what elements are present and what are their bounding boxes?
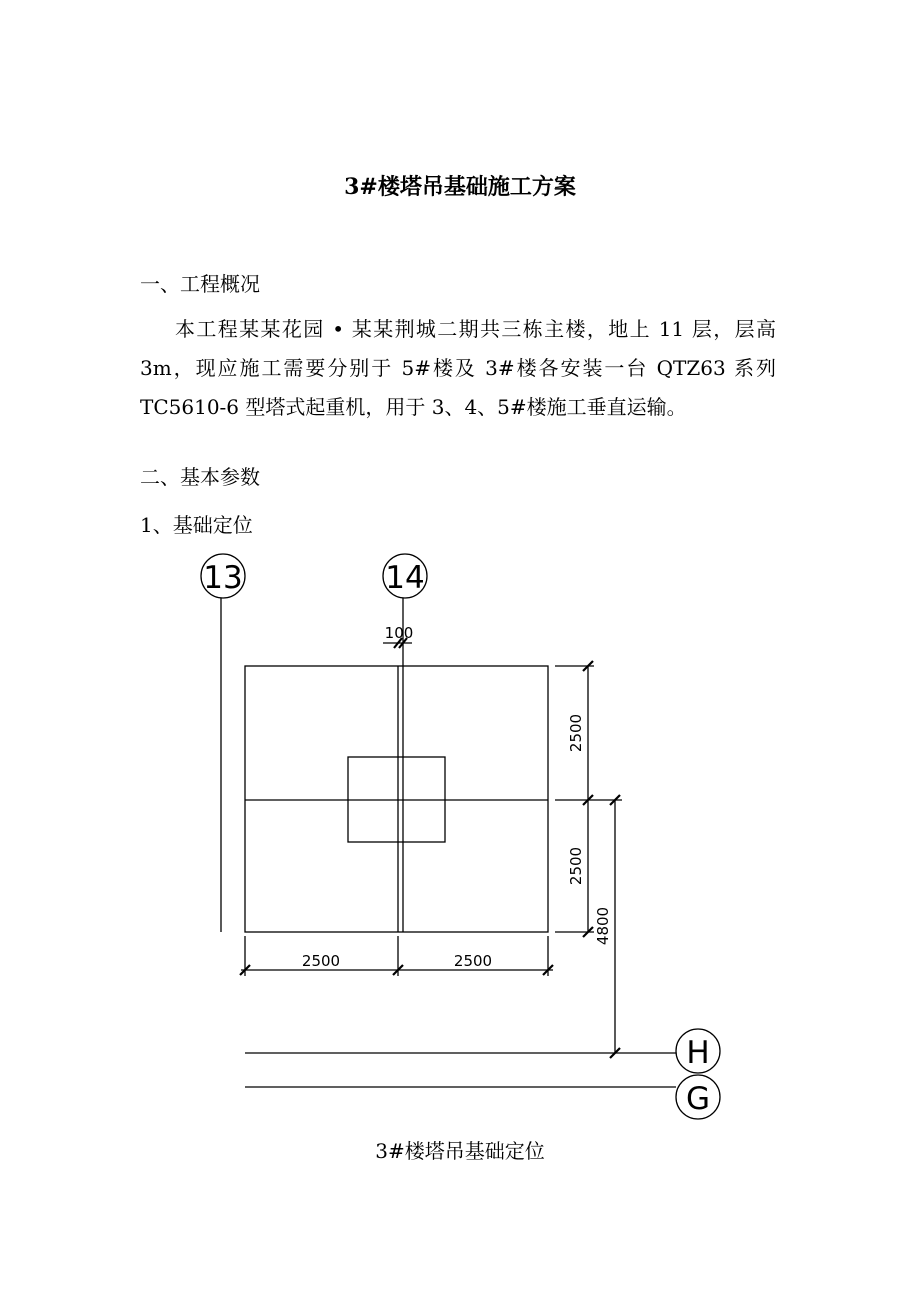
section-heading-overview: 一、工程概况 bbox=[140, 272, 260, 296]
overview-paragraph bbox=[140, 310, 776, 427]
paragraph-line: 本工程某某花园 • 某某荆城二期共三栋主楼，地上 11 层，层高 bbox=[175, 317, 776, 341]
dim-label-bottom-right: 2500 bbox=[453, 952, 493, 970]
figure-caption: 3#楼塔吊基础定位 bbox=[375, 1139, 545, 1163]
axis-h-label: H bbox=[686, 1035, 710, 1071]
foundation-positioning-drawing bbox=[0, 540, 920, 1140]
axis-14-label: 14 bbox=[385, 560, 425, 596]
axis-g-label: G bbox=[685, 1081, 711, 1117]
foundation-outline bbox=[245, 666, 548, 932]
dim-label-axis-h: 4800 bbox=[594, 906, 612, 946]
paragraph-line: 3m，现应施工需要分别于 5#楼及 3#楼各安装一台 QTZ63 系列 bbox=[140, 356, 776, 380]
dim-label-offset: 100 bbox=[384, 624, 414, 642]
dim-label-right-bottom: 2500 bbox=[567, 846, 585, 886]
axis-13-label: 13 bbox=[203, 560, 243, 596]
section-heading-parameters: 二、基本参数 bbox=[140, 465, 260, 489]
page-title: 3#楼塔吊基础施工方案 bbox=[344, 174, 576, 200]
dim-label-bottom-left: 2500 bbox=[301, 952, 341, 970]
subsection-heading-positioning: 1、基础定位 bbox=[140, 513, 253, 537]
paragraph-line: TC5610-6 型塔式起重机，用于 3、4、5#楼施工垂直运输。 bbox=[140, 395, 687, 419]
dim-label-right-top: 2500 bbox=[567, 713, 585, 753]
